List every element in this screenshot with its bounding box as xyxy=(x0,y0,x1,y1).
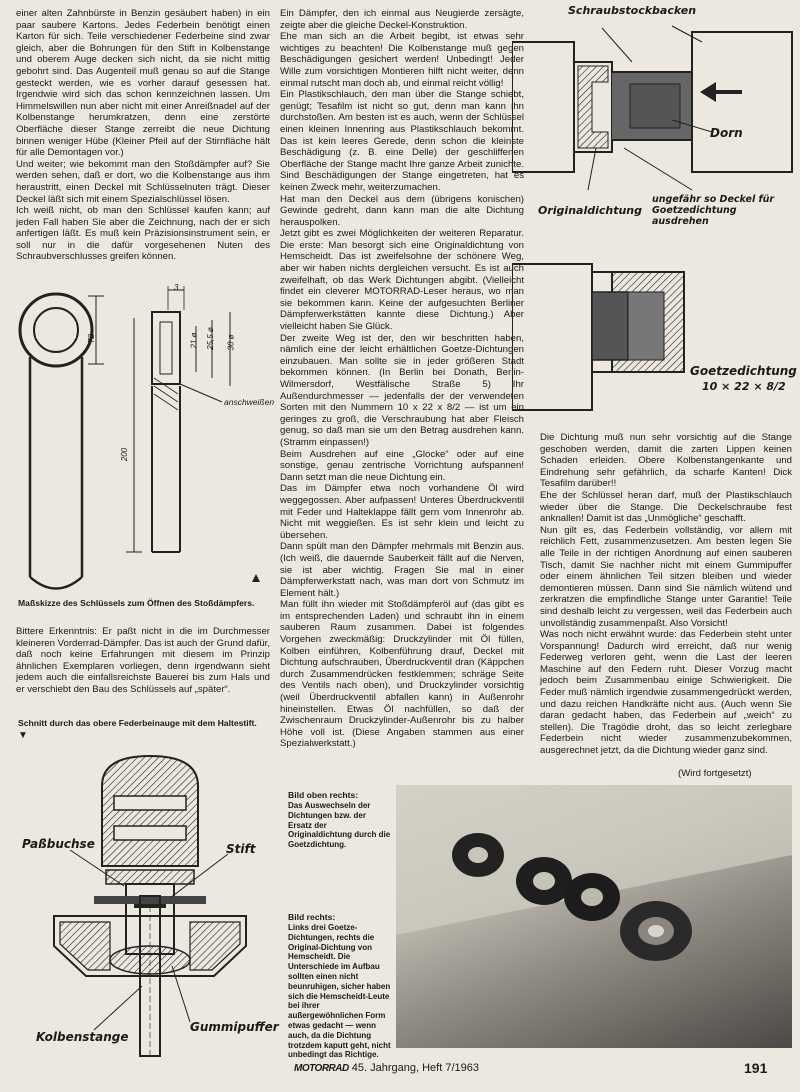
label-passbuchse: Paßbuchse xyxy=(22,837,95,851)
magazine-logo: MOTORRAD xyxy=(294,1063,349,1074)
caption-top-right-title: Bild oben rechts: xyxy=(288,790,359,800)
paragraph: Ein Dämpfer, den ich einmal aus Neugierde zersägte, zeigte aber die gleiche Deckel-Konstruktion. xyxy=(280,8,524,31)
caption-top-right-text: Das Auswechseln der Dichtungen bzw. der Ersatz der Originaldichtung durch die Goetzdichtung. xyxy=(288,801,391,850)
label-ausdrehen: ungefähr so Deckel für Goetzedichtung ausdrehen xyxy=(652,194,775,227)
caption-right-text: Links drei Goetze-Dichtungen, rechts die Original-Dichtung von Hemscheidt. Die Unterschiede im Aufbau sollten einen nicht beunruhigen, sicher haben sich die Hemscheidt-Leute bei ihrer außergewöhnlichen Form etwas gedacht — wenn auch, da die Dichtung trotzdem kaputt geht, nicht unbedingt das Richtige. xyxy=(288,923,391,1060)
section-figure-caption: Schnitt durch das obere Federbeinauge mit dem Haltestift. xyxy=(18,718,257,728)
arrow-down-icon: ▼ xyxy=(18,730,28,741)
paragraph: Ehe der Schlüssel heran darf, muß der Plastikschlauch wieder über die Stange. Die Deckelschraube fest anknallen! Damit ist das „Unmögliche“ geschafft. xyxy=(540,489,792,525)
paragraph: Ein Plastikschlauch, den man über die Stange schiebt, genügt; Tesafilm ist nicht so gut, denn man kann ihn durchstoßen. Am besten ist es auch, wenn der Schlüssel einen kleinen Innenring aus Plastikschlauch bekommt. Das ist kein leeres Gerede, denn schon die kleinste Beschädigung (z. B. eine Delle) der geschliffenen Oberfläche der Stange macht Ihre ganze Arbeit zunichte. Sind Beschädigungen der Stange eingetreten, hat es keinen Zweck mehr, weiterzumachen. xyxy=(280,89,524,193)
goetze-seal-drawing xyxy=(512,256,692,416)
dim-200: 200 xyxy=(120,447,130,462)
label-dorn: Dorn xyxy=(710,126,743,140)
label-originaldichtung: Originaldichtung xyxy=(538,204,643,217)
paragraph: Bittere Erkenntnis: Er paßt nicht in die im Durchmesser kleineren Vorderrad-Dämpfer. Das ist auch der Grund dafür, daß noch keine Erfahrungen mit diesem im Prinzip ähnlichen Exemplaren vorliegen, denn irgendwann sieht jedem auch die einfallsreichste Bauerei bis zum Hals und er verschiebt den Bau des Schlüssels auf „später“. xyxy=(16,626,270,695)
paragraph: Dann spült man den Dämpfer mehrmals mit Benzin aus. (Ich weiß, die dauernde Sauberkeit fällt auf die Nerven, sie ist aber wichtig. Fragen Sie mal in einer Dämpferwerkstatt nach, was man dort von Schmutz im Element hält.) xyxy=(280,541,524,599)
label-stift: Stift xyxy=(226,842,256,856)
label-kolbenstange: Kolbenstange xyxy=(36,1030,129,1044)
dim-72: 72 xyxy=(86,334,96,343)
footer xyxy=(294,1062,479,1074)
caption-right-title: Bild rechts: xyxy=(288,912,336,922)
issue-info: 45. Jahrgang, Heft 7/1963 xyxy=(351,1062,479,1074)
section-drawing xyxy=(14,746,284,1066)
paragraph: Das im Dämpfer etwa noch vorhandene Öl wird weggegossen. Aber aufpassen! Unteres Überdruckventil mit Feder und Halteklappe fällt gern vom Innenrohr ab. Nicht mit weggießen. Es ist sehr klein und leicht zu übersehen. xyxy=(280,483,524,541)
continued-note: (Wird fortgesetzt) xyxy=(678,768,752,779)
paragraph: Ich weiß nicht, ob man den Schlüssel kaufen kann; auf jeden Fall haben Sie aber die Zeichnung, nach der er sich anfertigen läßt. Es muß kein Präzisionsinstrument sein, er soll nur in die dafür vorgesehenen Nuten des Schraubverschlusses greifen können. xyxy=(16,205,270,263)
label-gummipuffer: Gummipuffer xyxy=(190,1020,279,1034)
page-number: 191 xyxy=(744,1060,768,1076)
dim-30: 30 ø xyxy=(226,334,236,351)
paragraph: Jetzt gibt es zwei Möglichkeiten der weiteren Reparatur. Die erste: Man besorgt sich eine Originaldichtung von Hemscheidt. Das ist zweifelsohne der schönere Weg, aber wir haben nichts dergleichen versucht. Es ist auch zweifelhaft, ob das Werk Dichtungen abgibt. (Vielleicht findet ein cleverer MOTORRAD-Leser heraus, wo man sie bekommen kann. Keine der aufgesuchten Berliner Dämpferwerkstätten kannte diese Dichtung.) Aber vielleicht haben Sie Glück. xyxy=(280,228,524,333)
seals-photo xyxy=(396,785,792,1048)
paragraph: Die Dichtung muß nun sehr vorsichtig auf die Stange geschoben werden, damit die zarten Lippen keinen Schaden erleiden. Obere Kolbenstangenkante und Eindrehung sehr gefährlich, da scharfe Kanten! Dick Tesafilm darüber!! xyxy=(540,432,792,490)
paragraph: Nun gilt es, das Federbein vollständig, vor allem mit reichlich Fett, zusammenzusetzen. Am besten legen Sie alle Teile in der richtigen Anordnung auf einen sauberen Tisch, damit Sie nachher nicht mit einem Gummipuffer oder einem ähnlichen Teil sitzen bleiben und wieder demontieren müssen. Dann sind Sie nämlich wütend und zerkratzen die empfindliche Stange unter Garantie! Teile sind deshalb leicht zu vergessen, weil das Federbein auch unvollständig zusammenpaßt. Also Vorsicht! xyxy=(540,524,792,629)
column-1-top xyxy=(16,8,270,263)
dim-21: 21 ø xyxy=(189,332,199,349)
paragraph: Man füllt ihn wieder mit Stoßdämpferöl auf (das gibt es im entsprechenden Laden) und schraubt ihn in einem sauberen Raum zusammen. Dabei ist folgendes Vorgehen zweckmäßig: Druckzylinder mit Öl füllen, Kolben einführen, Kolbenführung drauf, Deckel mit Dichtung aufschrauben, Überdruckventil dran (Käppchen durch Zusammendrücken festklemmen; schräge Seite des Ventils nach oben), und Druckzylinder vorsichtig (weil Überdruckventil abfallen kann) in Außenrohr hineinstellen. Etwas Öl nachfüllen, so daß der Zwischenraum Druckzylinder-Außenrohr bis zu halber Höhe voll ist. (Diese Angaben stammen aus einer Spezialwerkstatt.) xyxy=(280,599,524,750)
key-figure-caption: Maßskizze des Schlüssels zum Öffnen des Stoßdämpfers. xyxy=(18,598,255,608)
paragraph: Und weiter; wie bekommt man den Stoßdämpfer auf? Sie werden sehen, daß er dort, wo die Kolbenstange aus ihm heraustritt, einen Deckel mit Schlüsselnuten trägt. Dieser Deckel läßt sich mit einem Spezialschlüssel lösen. xyxy=(16,158,270,205)
paragraph: Hat man den Deckel aus dem (übrigens konischen) Gewinde gedreht, dann kann man die alte Dichtung herauspolken. xyxy=(280,193,524,228)
column-2 xyxy=(280,8,524,750)
column-3 xyxy=(540,432,792,757)
key-dimension-drawing xyxy=(16,282,276,602)
label-goetze-size: 10 × 22 × 8/2 xyxy=(702,380,786,393)
paragraph: Beim Ausdrehen auf eine „Glocke“ oder auf eine sonstige, genau zentrische Vorrichtung aufspannen! Dann setzt man die neue Dichtung ein. xyxy=(280,448,524,483)
dim-3: 3 xyxy=(174,283,179,292)
column-1-middle xyxy=(16,626,270,696)
label-schraubstockbacken: Schraubstockbacken xyxy=(568,4,697,17)
paragraph: Der zweite Weg ist der, den wir beschritten haben, nämlich eine der leicht erhältlichen Goetze-Dichtungen einzubauen. Man sollte sie in jeder größeren Stadt bekommen können. (In Berlin bei Donath, Berlin-Wilmersdorf, Westfälische Straße 5) Ihr Außendurchmesser — jedenfalls der der verwendeten Sorten mit den Nummern 10 x 22 x 8/2 — ist um ein geringes zu groß, die Verschraubung hat aber Fleisch genug, so daß man sie um den Betrag ausdrehen kann. (Stramm einpassen!) xyxy=(280,332,524,448)
label-weld: anschweißen xyxy=(224,397,275,407)
dim-25-5: 25,5 ø xyxy=(205,327,215,350)
label-goetzedichtung: Goetzedichtung xyxy=(690,364,797,378)
paragraph: Was noch nicht erwähnt wurde: das Federbein steht unter Vorspannung! Dadurch wird erreicht, daß nur wenig Federweg verloren geht, wenn die Last der leeren Maschine auf den Federn ruht. Dieser Vorzug macht jedoch beim Zusammenbau einige Schwierigkeit. Die Feder muß nämlich irgendwie zusammengedrückt werden, und dazu reichen Handkräfte nicht aus. (Auch wenn Sie daran gedacht haben, das Federbein auf „weich“ zu stellen). Die Tragödie droht, das so leicht zerlegbare Federbein nicht wieder zusammenzubekommen, ausgerechnet jetzt, da die Dichtung wieder ganz sind. xyxy=(540,629,792,757)
paragraph: Ehe man sich an die Arbeit begibt, ist etwas sehr wichtiges zu beachten! Die Kolbenstange muß gegen Beschädigungen gesichert werden! Unbedingt! Jeder Wille zum vorsichtigen Montieren hilft nicht weiter, denn einmal rutscht man doch ab, und einmal reicht völlig! xyxy=(280,31,524,89)
paragraph: einer alten Zahnbürste in Benzin gesäubert haben) in ein paar saubere Kartons. Jedes Federbein benötigt einen Karton für sich. Teile verschiedener Federbeine sind zwar gleich, aber die Bohrungen für den Stift in Kolbenstange und oberem Auge decken sich nicht, da sie nicht mittig gebohrt sind. Das Augenteil muß genau so auf die Stange gesteckt werden, wie es vorher darauf gesessen hat. Irgendwie wird sich das schon kennzeichnen lassen. Um Himmelswillen nun aber nicht mit einer Anreißnadel auf der Kolbenstange herumkratzen, denn eine zerstörte Oberfläche dieser Stange zerreibt die neue Dichtung binnen weniger Hübe (Kleiner Pfeil auf der Stirnfläche hält für alle Demontagen vor.) xyxy=(16,8,270,159)
